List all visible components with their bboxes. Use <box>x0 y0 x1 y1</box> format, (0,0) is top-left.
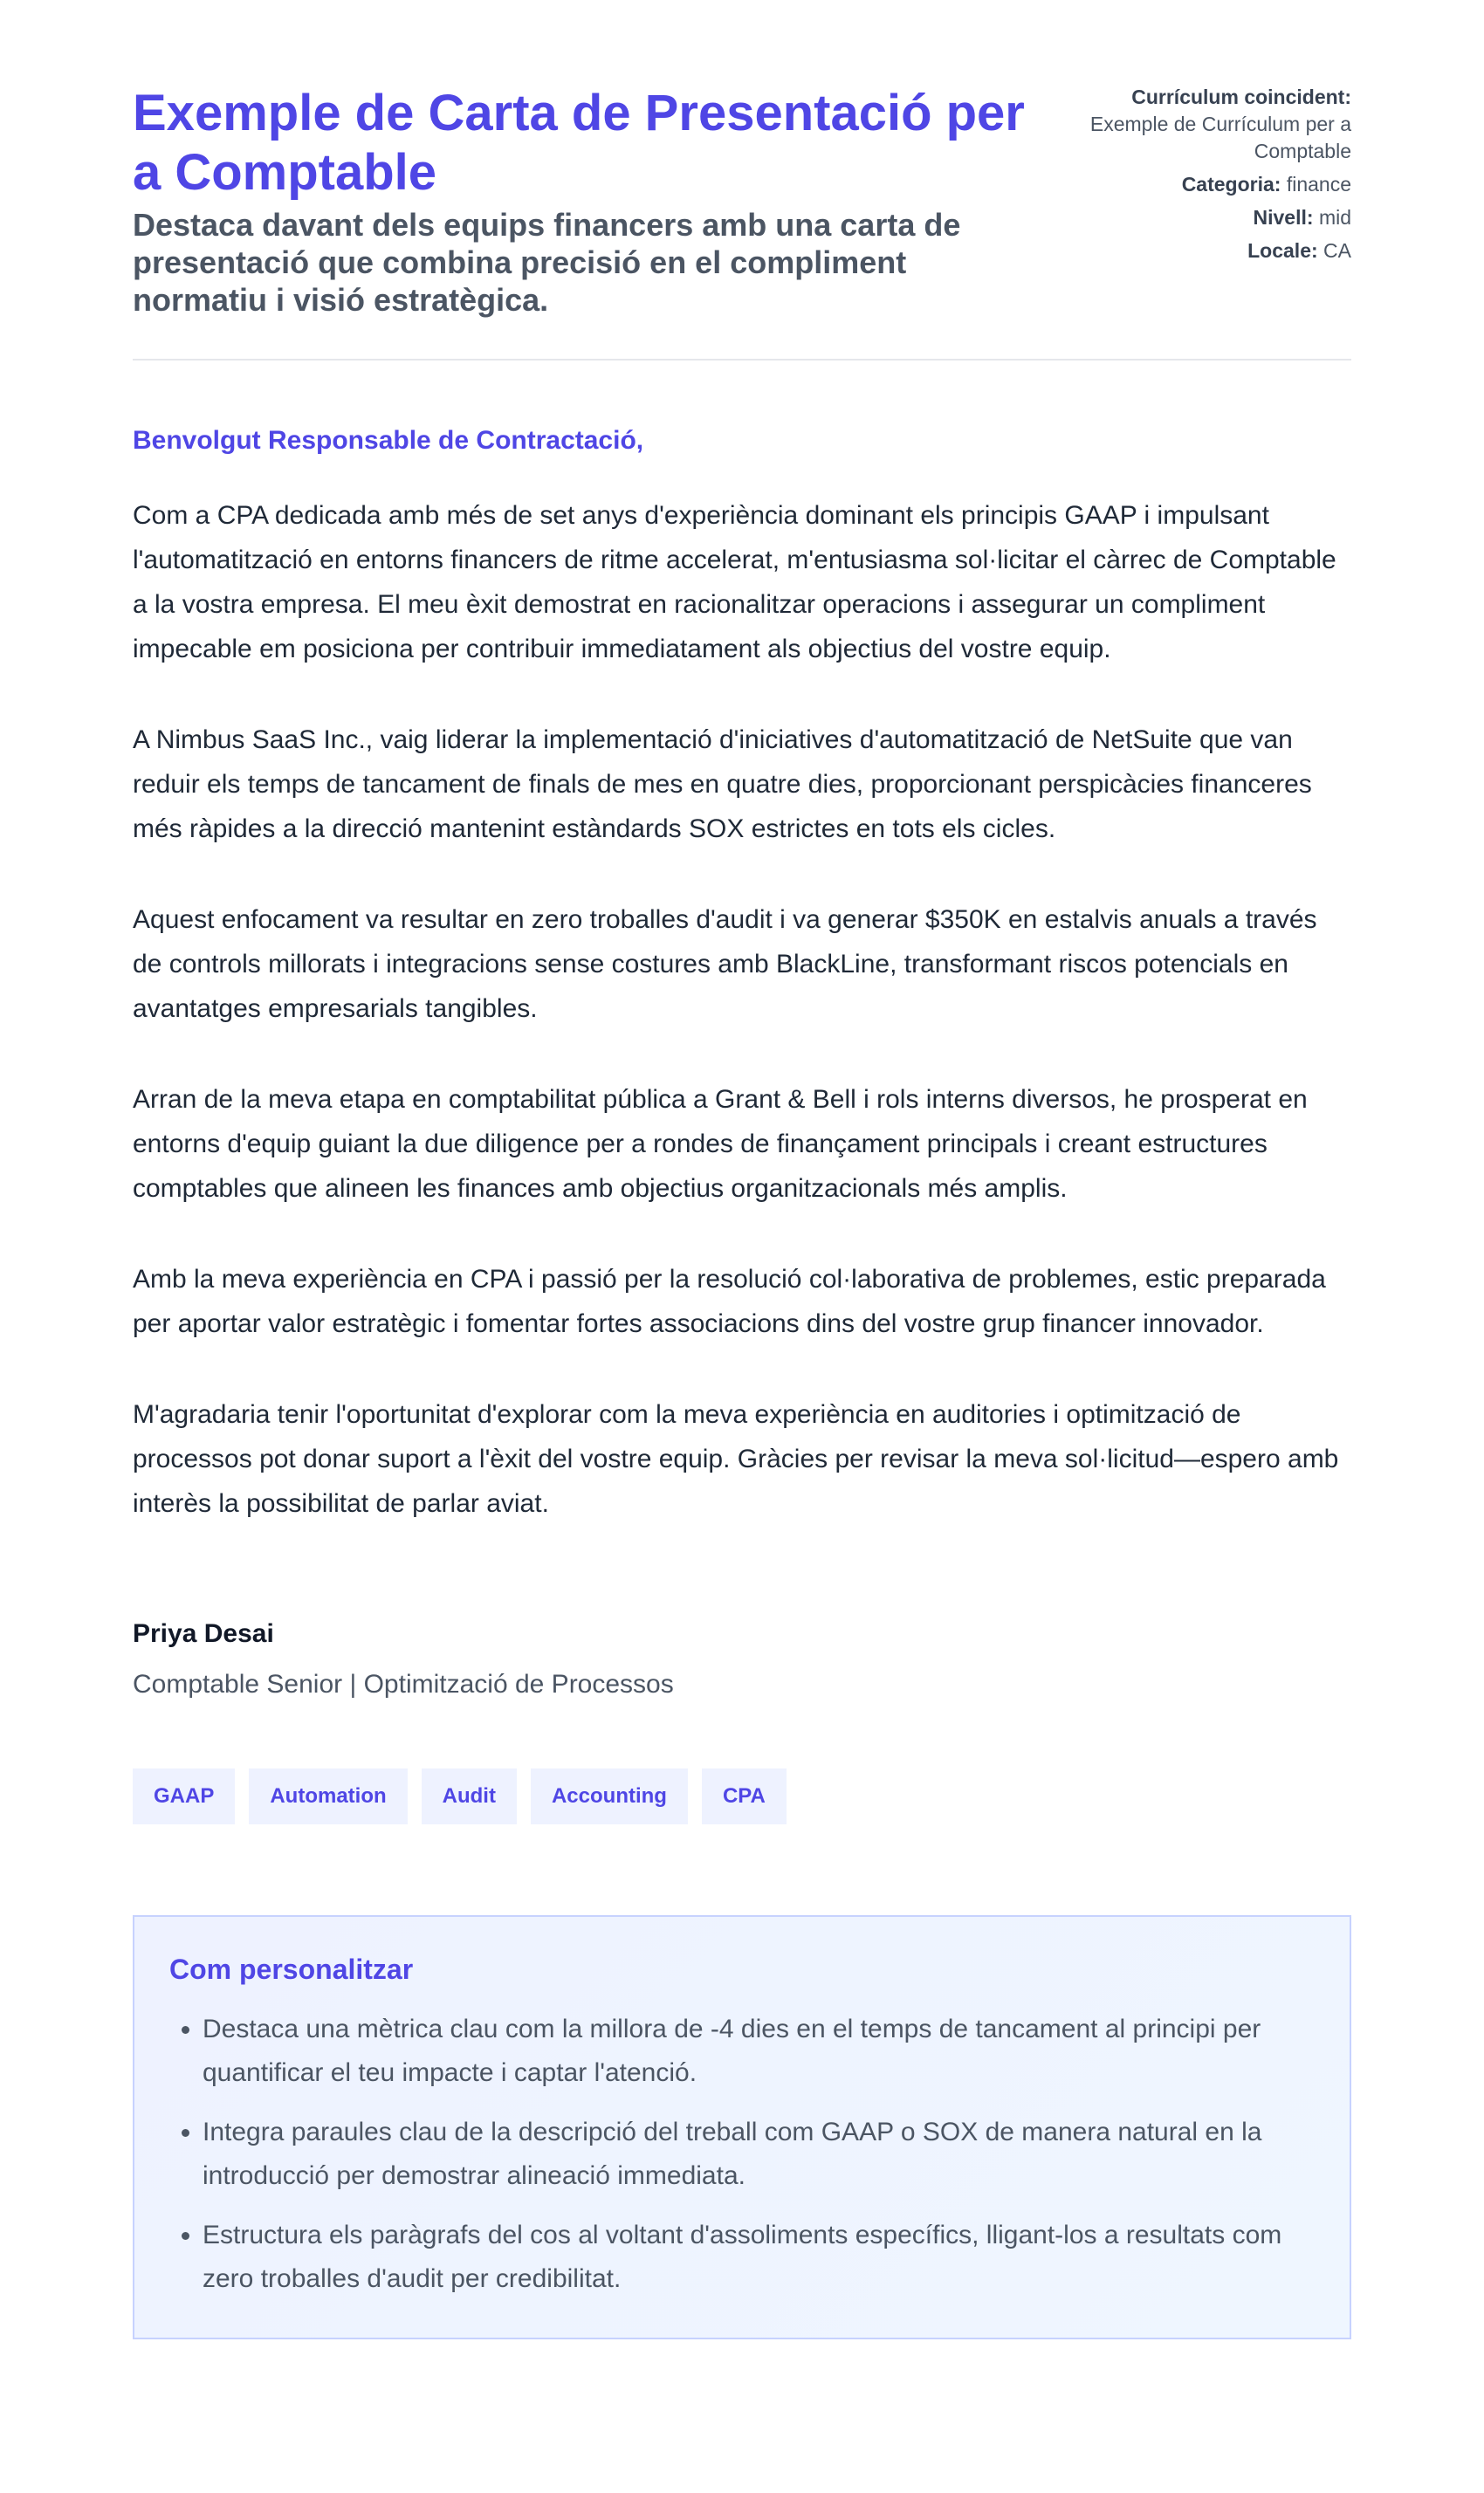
tips-box <box>133 1915 1351 2339</box>
meta-level-value: mid <box>1318 206 1351 229</box>
letter-paragraph: Com a CPA dedicada amb més de set anys d'experiència dominant els principis GAAP i impulsant l'automatització en entorns financers de ritme accelerat, m'entusiasma sol·licitar el càrrec de Comptable a la vostra empresa. El meu èxit demostrat en racionalitzar operacions i assegurar un compliment impecable em posiciona per contribuir immediatament als objectius del vostre equip. <box>133 501 1336 663</box>
meta-resume-value: Exemple de Currículum per a Comptable <box>1089 113 1351 162</box>
meta-panel <box>1055 84 1351 271</box>
tip-item: • Integra paraules clau de la descripció del treball com GAAP o SOX de manera natural en la introducció per demostrar alineació immediata. <box>203 2111 1315 2198</box>
tag-cpa[interactable]: CPA <box>702 1768 787 1824</box>
letter-paragraph: M'agradaria tenir l'oportunitat d'explorar com la meva experiència en auditories i optimització de processos pot donar suport a l'èxit del vostre equip. Gràcies per revisar la meva sol·licitud—espero amb interès la possibilitat de parlar aviat. <box>133 1400 1339 1518</box>
tips-list <box>169 2008 1315 2301</box>
letter-paragraph: Arran de la meva etapa en comptabilitat pública a Grant & Bell i rols interns diversos, he prosperat en entorns d'equip guiant la due diligence per a rondes de finançament principals i creant estructures comptables que alineen les finances amb objectius organitzacionals més amplis. <box>133 1085 1308 1203</box>
tip-item: • Estructura els paràgrafs del cos al voltant d'assoliments específics, lligant-los a resultats com zero troballes d'audit per credibilitat. <box>203 2214 1315 2301</box>
meta-level-label: Nivell: <box>1253 206 1314 229</box>
skill-tags <box>133 1768 1351 1824</box>
meta-locale <box>1055 237 1351 264</box>
page-title: Exemple de Carta de Presentació per a Comptable <box>133 85 1025 201</box>
header-title-block <box>133 84 1041 319</box>
meta-level <box>1055 204 1351 231</box>
signature-name: Priya Desai <box>133 1619 274 1648</box>
page-subtitle: Destaca davant dels equips financers amb una carta de presentació que combina precisió en el compliment normatiu i visió estratègica. <box>133 207 961 318</box>
meta-category-value: finance <box>1286 173 1351 196</box>
letter-body <box>133 423 1351 1702</box>
tips-title: Com personalitzar <box>169 1954 414 1985</box>
meta-resume <box>1055 84 1351 165</box>
meta-resume-label: Currículum coincident: <box>1131 86 1351 108</box>
tip-item: • Destaca una mètrica clau com la millora de -4 dies en el temps de tancament al principi per quantificar el teu impacte i captar l'atenció. <box>203 2008 1315 2095</box>
meta-locale-value: CA <box>1323 239 1351 262</box>
page-header <box>133 84 1351 361</box>
tag-gaap[interactable]: GAAP <box>133 1768 235 1824</box>
meta-category-label: Categoria: <box>1181 173 1281 196</box>
letter-paragraph: Amb la meva experiència en CPA i passió per la resolució col·laborativa de problemes, estic preparada per aportar valor estratègic i fomentar fortes associacions dins del vostre grup financer innovador. <box>133 1265 1326 1338</box>
tag-audit[interactable]: Audit <box>422 1768 517 1824</box>
letter-greeting: Benvolgut Responsable de Contractació, <box>133 426 644 455</box>
meta-category <box>1055 171 1351 198</box>
letter-paragraph: A Nimbus SaaS Inc., vaig liderar la implementació d'iniciatives d'automatització de NetSuite que van reduir els temps de tancament de finals de mes en quatre dies, proporcionant perspicàcies financeres més ràpides a la direcció mantenint estàndards SOX estrictes en tots els cicles. <box>133 725 1312 843</box>
meta-locale-label: Locale: <box>1247 239 1318 262</box>
tag-automation[interactable]: Automation <box>249 1768 407 1824</box>
letter-paragraph: Aquest enfocament va resultar en zero troballes d'audit i va generar $350K en estalvis anuals a través de controls millorats i integracions sense costures amb BlackLine, transformant riscos potencials en avantatges empresarials tangibles. <box>133 905 1317 1023</box>
signature-role: Comptable Senior | Optimització de Processos <box>133 1670 674 1699</box>
tag-accounting[interactable]: Accounting <box>531 1768 688 1824</box>
signature-block <box>133 1617 1351 1702</box>
